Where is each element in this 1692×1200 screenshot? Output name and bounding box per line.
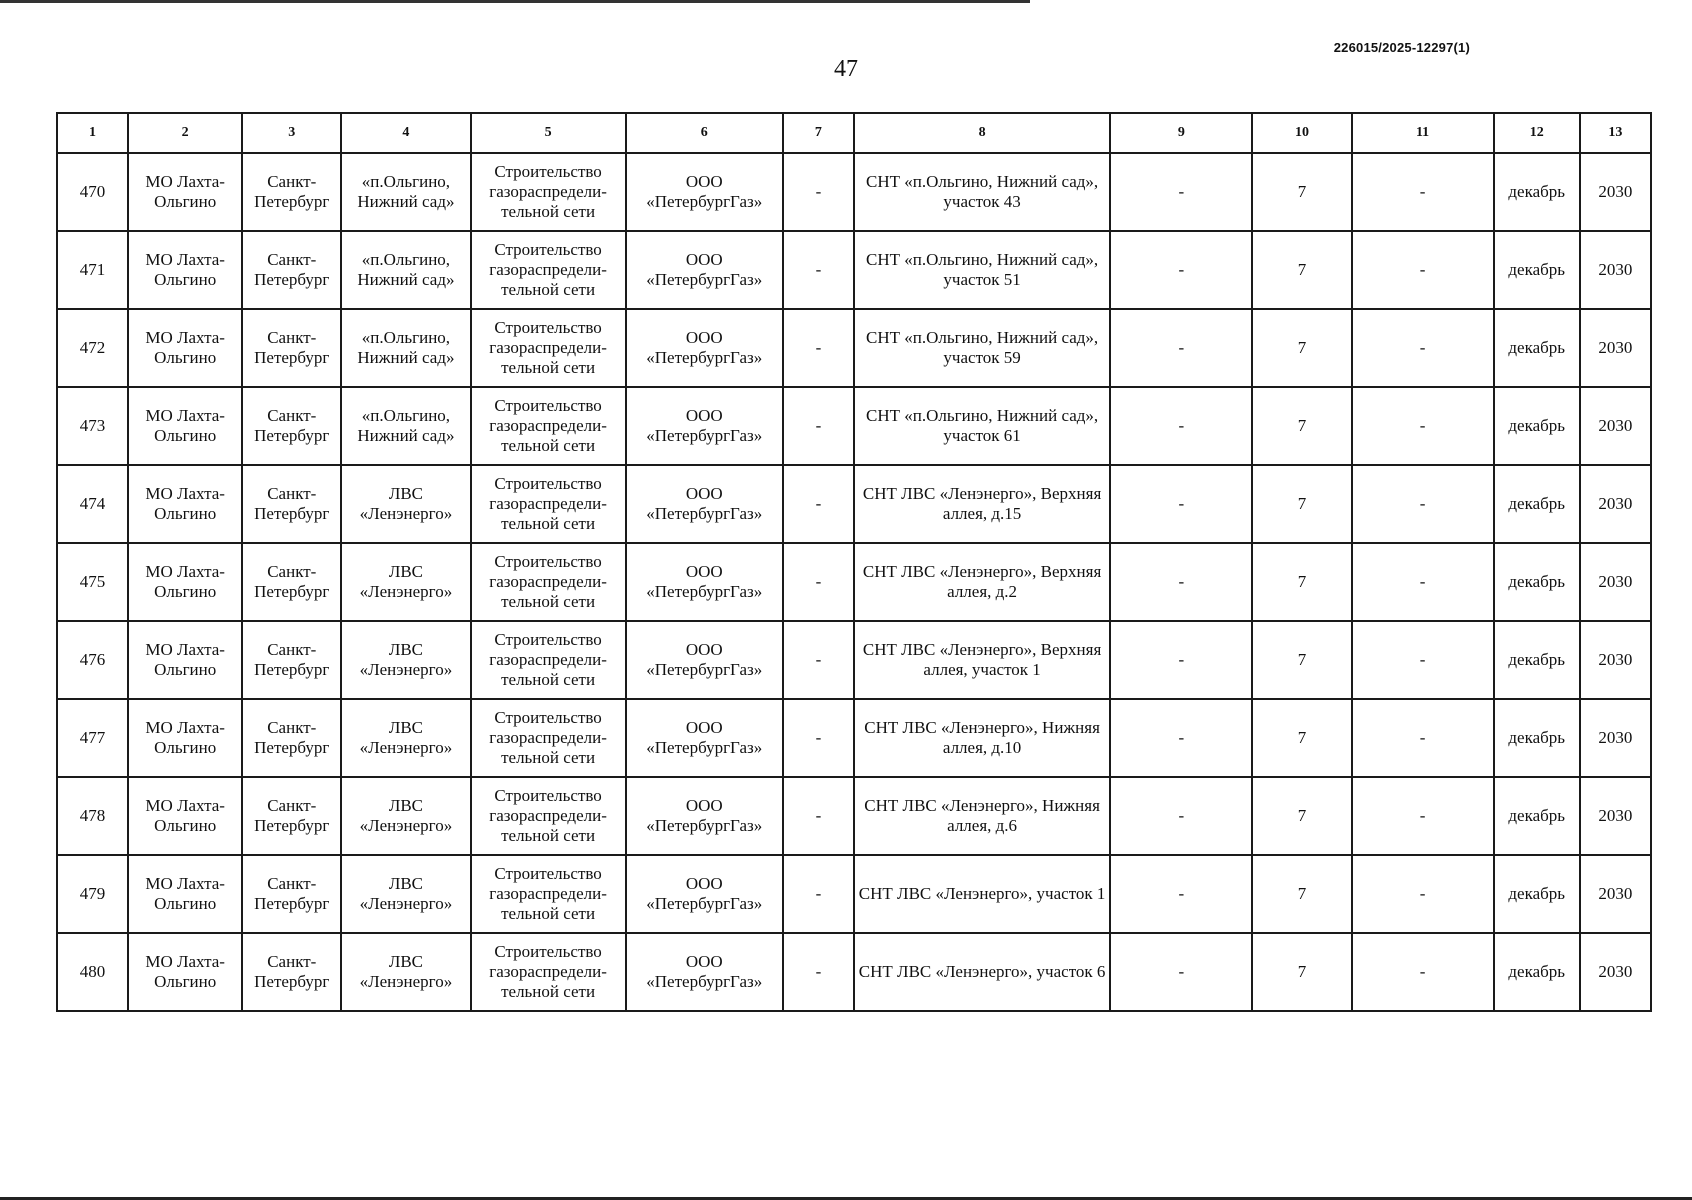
table-row bbox=[57, 933, 1651, 1011]
municipality-cell: МО Лахта-Ольгино bbox=[128, 153, 242, 231]
col7-cell: - bbox=[783, 777, 854, 855]
settlement-cell: ЛВС «Ленэнерго» bbox=[341, 621, 470, 699]
header-row bbox=[57, 113, 1651, 153]
column-header: 2 bbox=[128, 113, 242, 153]
col11-cell: - bbox=[1352, 387, 1494, 465]
settlement-cell: «п.Ольгино, Нижний сад» bbox=[341, 231, 470, 309]
municipality-cell: МО Лахта-Ольгино bbox=[128, 855, 242, 933]
year-cell: 2030 bbox=[1580, 855, 1651, 933]
col7-cell: - bbox=[783, 933, 854, 1011]
table-row bbox=[57, 855, 1651, 933]
operator-cell: ООО «ПетербургГаз» bbox=[626, 153, 783, 231]
col7-cell: - bbox=[783, 309, 854, 387]
col9-cell: - bbox=[1110, 387, 1252, 465]
address-cell: СНТ «п.Ольгино, Нижний сад», участок 61 bbox=[854, 387, 1110, 465]
column-header: 6 bbox=[626, 113, 783, 153]
city-cell: Санкт-Петербург bbox=[242, 621, 341, 699]
city-cell: Санкт-Петербург bbox=[242, 465, 341, 543]
settlement-cell: ЛВС «Ленэнерго» bbox=[341, 465, 470, 543]
municipality-cell: МО Лахта-Ольгино bbox=[128, 621, 242, 699]
col7-cell: - bbox=[783, 387, 854, 465]
col11-cell: - bbox=[1352, 933, 1494, 1011]
column-header: 7 bbox=[783, 113, 854, 153]
month-cell: декабрь bbox=[1494, 699, 1580, 777]
col11-cell: - bbox=[1352, 777, 1494, 855]
col7-cell: - bbox=[783, 855, 854, 933]
column-header: 3 bbox=[242, 113, 341, 153]
col10-cell: 7 bbox=[1252, 777, 1351, 855]
col10-cell: 7 bbox=[1252, 153, 1351, 231]
col10-cell: 7 bbox=[1252, 387, 1351, 465]
city-cell: Санкт-Петербург bbox=[242, 777, 341, 855]
col9-cell: - bbox=[1110, 465, 1252, 543]
table-row bbox=[57, 699, 1651, 777]
settlement-cell: ЛВС «Ленэнерго» bbox=[341, 543, 470, 621]
table-row bbox=[57, 621, 1651, 699]
municipality-cell: МО Лахта-Ольгино bbox=[128, 933, 242, 1011]
month-cell: декабрь bbox=[1494, 933, 1580, 1011]
col10-cell: 7 bbox=[1252, 855, 1351, 933]
col9-cell: - bbox=[1110, 231, 1252, 309]
municipality-cell: МО Лахта-Ольгино bbox=[128, 309, 242, 387]
column-header: 12 bbox=[1494, 113, 1580, 153]
column-header: 5 bbox=[471, 113, 626, 153]
col11-cell: - bbox=[1352, 621, 1494, 699]
city-cell: Санкт-Петербург bbox=[242, 933, 341, 1011]
col9-cell: - bbox=[1110, 153, 1252, 231]
month-cell: декабрь bbox=[1494, 855, 1580, 933]
col7-cell: - bbox=[783, 699, 854, 777]
col9-cell: - bbox=[1110, 621, 1252, 699]
work-type-cell: Строительство газораспредели-тельной сети bbox=[471, 855, 626, 933]
column-number-header: 1 bbox=[57, 113, 128, 153]
operator-cell: ООО «ПетербургГаз» bbox=[626, 621, 783, 699]
work-type-cell: Строительство газораспредели-тельной сети bbox=[471, 465, 626, 543]
year-cell: 2030 bbox=[1580, 543, 1651, 621]
month-cell: декабрь bbox=[1494, 621, 1580, 699]
work-type-cell: Строительство газораспредели-тельной сети bbox=[471, 777, 626, 855]
operator-cell: ООО «ПетербургГаз» bbox=[626, 387, 783, 465]
col10-cell: 7 bbox=[1252, 621, 1351, 699]
row-number-cell: 470 bbox=[57, 153, 128, 231]
page-number: 47 bbox=[834, 56, 858, 82]
settlement-cell: ЛВС «Ленэнерго» bbox=[341, 933, 470, 1011]
settlement-cell: ЛВС «Ленэнерго» bbox=[341, 777, 470, 855]
city-cell: Санкт-Петербург bbox=[242, 387, 341, 465]
settlement-cell: ЛВС «Ленэнерго» bbox=[341, 855, 470, 933]
operator-cell: ООО «ПетербургГаз» bbox=[626, 231, 783, 309]
month-cell: декабрь bbox=[1494, 231, 1580, 309]
settlement-cell: «п.Ольгино, Нижний сад» bbox=[341, 153, 470, 231]
col10-cell: 7 bbox=[1252, 933, 1351, 1011]
address-cell: СНТ «п.Ольгино, Нижний сад», участок 51 bbox=[854, 231, 1110, 309]
table-row bbox=[57, 777, 1651, 855]
document-reference: 226015/2025-12297(1) bbox=[1333, 40, 1470, 55]
col9-cell: - bbox=[1110, 543, 1252, 621]
month-cell: декабрь bbox=[1494, 465, 1580, 543]
settlement-cell: «п.Ольгино, Нижний сад» bbox=[341, 309, 470, 387]
row-number-cell: 475 bbox=[57, 543, 128, 621]
col7-cell: - bbox=[783, 231, 854, 309]
row-number-cell: 480 bbox=[57, 933, 128, 1011]
month-cell: декабрь bbox=[1494, 543, 1580, 621]
col11-cell: - bbox=[1352, 153, 1494, 231]
work-type-cell: Строительство газораспредели-тельной сети bbox=[471, 933, 626, 1011]
year-cell: 2030 bbox=[1580, 933, 1651, 1011]
month-cell: декабрь bbox=[1494, 309, 1580, 387]
operator-cell: ООО «ПетербургГаз» bbox=[626, 777, 783, 855]
row-number-cell: 477 bbox=[57, 699, 128, 777]
work-type-cell: Строительство газораспредели-тельной сети bbox=[471, 231, 626, 309]
col10-cell: 7 bbox=[1252, 699, 1351, 777]
row-number-cell: 478 bbox=[57, 777, 128, 855]
municipality-cell: МО Лахта-Ольгино bbox=[128, 231, 242, 309]
col7-cell: - bbox=[783, 153, 854, 231]
month-cell: декабрь bbox=[1494, 387, 1580, 465]
row-number-cell: 472 bbox=[57, 309, 128, 387]
work-type-cell: Строительство газораспредели-тельной сети bbox=[471, 387, 626, 465]
col11-cell: - bbox=[1352, 855, 1494, 933]
city-cell: Санкт-Петербург bbox=[242, 309, 341, 387]
municipality-cell: МО Лахта-Ольгино bbox=[128, 543, 242, 621]
city-cell: Санкт-Петербург bbox=[242, 855, 341, 933]
table-row bbox=[57, 387, 1651, 465]
table-row bbox=[57, 153, 1651, 231]
city-cell: Санкт-Петербург bbox=[242, 231, 341, 309]
work-type-cell: Строительство газораспредели-тельной сети bbox=[471, 309, 626, 387]
table-row bbox=[57, 231, 1651, 309]
col9-cell: - bbox=[1110, 855, 1252, 933]
municipality-cell: МО Лахта-Ольгино bbox=[128, 387, 242, 465]
municipality-cell: МО Лахта-Ольгино bbox=[128, 777, 242, 855]
year-cell: 2030 bbox=[1580, 309, 1651, 387]
operator-cell: ООО «ПетербургГаз» bbox=[626, 699, 783, 777]
address-cell: СНТ ЛВС «Ленэнерго», Верхняя аллея, д.2 bbox=[854, 543, 1110, 621]
operator-cell: ООО «ПетербургГаз» bbox=[626, 933, 783, 1011]
address-cell: СНТ ЛВС «Ленэнерго», Нижняя аллея, д.10 bbox=[854, 699, 1110, 777]
work-type-cell: Строительство газораспредели-тельной сети bbox=[471, 543, 626, 621]
col10-cell: 7 bbox=[1252, 231, 1351, 309]
work-type-cell: Строительство газораспредели-тельной сети bbox=[471, 699, 626, 777]
row-number-cell: 479 bbox=[57, 855, 128, 933]
address-cell: СНТ ЛВС «Ленэнерго», Нижняя аллея, д.6 bbox=[854, 777, 1110, 855]
column-header: 11 bbox=[1352, 113, 1494, 153]
operator-cell: ООО «ПетербургГаз» bbox=[626, 465, 783, 543]
column-header: 10 bbox=[1252, 113, 1351, 153]
year-cell: 2030 bbox=[1580, 153, 1651, 231]
scan-edge-top bbox=[0, 0, 1030, 3]
table-row bbox=[57, 309, 1651, 387]
column-header: 8 bbox=[854, 113, 1110, 153]
address-cell: СНТ ЛВС «Ленэнерго», участок 1 bbox=[854, 855, 1110, 933]
operator-cell: ООО «ПетербургГаз» bbox=[626, 309, 783, 387]
col9-cell: - bbox=[1110, 777, 1252, 855]
city-cell: Санкт-Петербург bbox=[242, 699, 341, 777]
city-cell: Санкт-Петербург bbox=[242, 543, 341, 621]
city-cell: Санкт-Петербург bbox=[242, 153, 341, 231]
address-cell: СНТ ЛВС «Ленэнерго», Верхняя аллея, д.15 bbox=[854, 465, 1110, 543]
year-cell: 2030 bbox=[1580, 777, 1651, 855]
col10-cell: 7 bbox=[1252, 543, 1351, 621]
table-header bbox=[57, 113, 1651, 153]
col11-cell: - bbox=[1352, 309, 1494, 387]
municipality-cell: МО Лахта-Ольгино bbox=[128, 699, 242, 777]
col9-cell: - bbox=[1110, 933, 1252, 1011]
year-cell: 2030 bbox=[1580, 465, 1651, 543]
col7-cell: - bbox=[783, 543, 854, 621]
work-type-cell: Строительство газораспредели-тельной сети bbox=[471, 621, 626, 699]
address-cell: СНТ ЛВС «Ленэнерго», участок 6 bbox=[854, 933, 1110, 1011]
address-cell: СНТ «п.Ольгино, Нижний сад», участок 59 bbox=[854, 309, 1110, 387]
table-row bbox=[57, 465, 1651, 543]
operator-cell: ООО «ПетербургГаз» bbox=[626, 543, 783, 621]
col11-cell: - bbox=[1352, 465, 1494, 543]
address-cell: СНТ «п.Ольгино, Нижний сад», участок 43 bbox=[854, 153, 1110, 231]
operator-cell: ООО «ПетербургГаз» bbox=[626, 855, 783, 933]
year-cell: 2030 bbox=[1580, 387, 1651, 465]
col11-cell: - bbox=[1352, 231, 1494, 309]
year-cell: 2030 bbox=[1580, 699, 1651, 777]
col7-cell: - bbox=[783, 621, 854, 699]
register-table bbox=[56, 112, 1652, 1012]
column-header: 4 bbox=[341, 113, 470, 153]
col9-cell: - bbox=[1110, 699, 1252, 777]
col10-cell: 7 bbox=[1252, 309, 1351, 387]
month-cell: декабрь bbox=[1494, 153, 1580, 231]
col11-cell: - bbox=[1352, 699, 1494, 777]
year-cell: 2030 bbox=[1580, 231, 1651, 309]
work-type-cell: Строительство газораспредели-тельной сети bbox=[471, 153, 626, 231]
table-row bbox=[57, 543, 1651, 621]
col7-cell: - bbox=[783, 465, 854, 543]
row-number-cell: 471 bbox=[57, 231, 128, 309]
col11-cell: - bbox=[1352, 543, 1494, 621]
column-header: 13 bbox=[1580, 113, 1651, 153]
month-cell: декабрь bbox=[1494, 777, 1580, 855]
settlement-cell: ЛВС «Ленэнерго» bbox=[341, 699, 470, 777]
column-header: 9 bbox=[1110, 113, 1252, 153]
row-number-cell: 476 bbox=[57, 621, 128, 699]
year-cell: 2030 bbox=[1580, 621, 1651, 699]
col10-cell: 7 bbox=[1252, 465, 1351, 543]
row-number-cell: 474 bbox=[57, 465, 128, 543]
settlement-cell: «п.Ольгино, Нижний сад» bbox=[341, 387, 470, 465]
row-number-cell: 473 bbox=[57, 387, 128, 465]
table-body bbox=[57, 153, 1651, 1011]
address-cell: СНТ ЛВС «Ленэнерго», Верхняя аллея, участок 1 bbox=[854, 621, 1110, 699]
col9-cell: - bbox=[1110, 309, 1252, 387]
municipality-cell: МО Лахта-Ольгино bbox=[128, 465, 242, 543]
